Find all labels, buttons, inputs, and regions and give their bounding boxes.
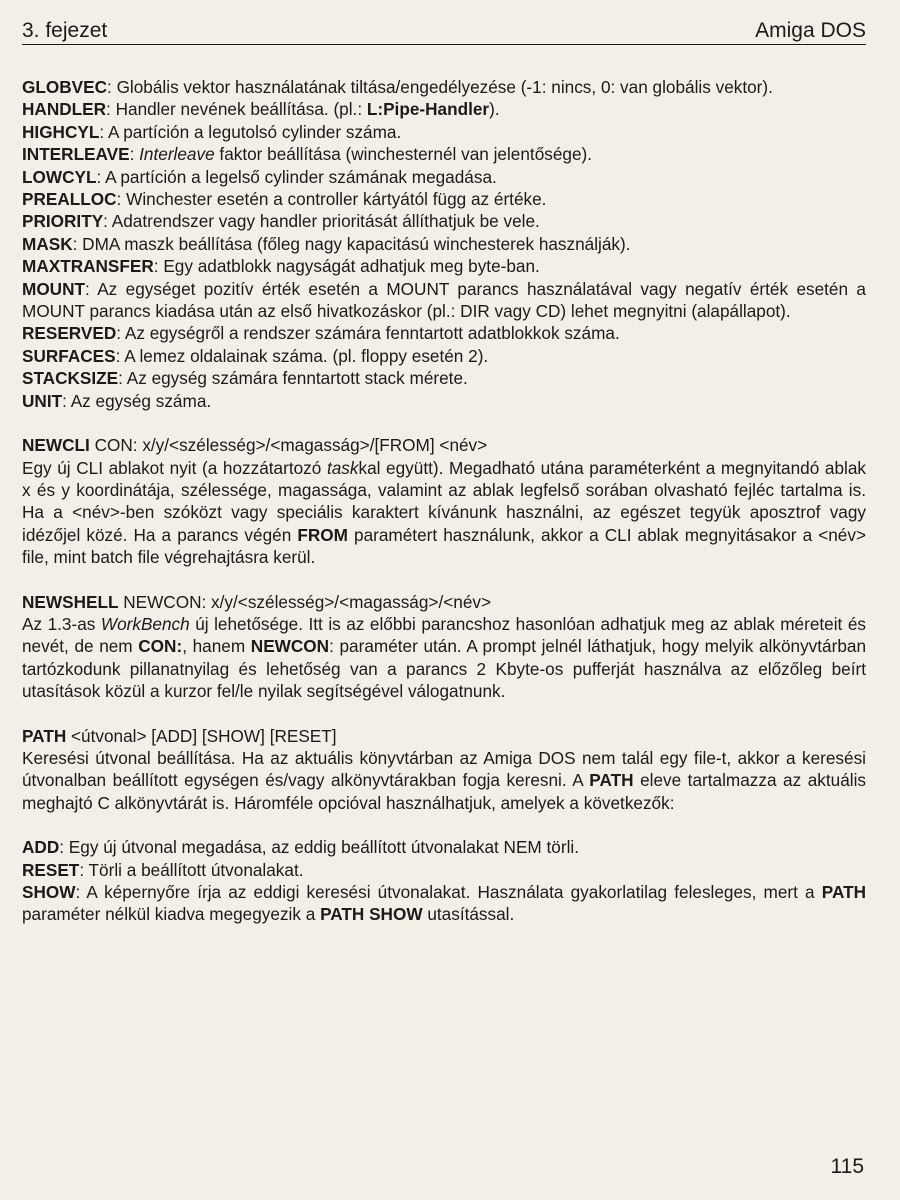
- path-syntax: PATH <útvonal> [ADD] [SHOW] [RESET]: [22, 725, 337, 746]
- chapter-label: 3. fejezet: [22, 19, 108, 42]
- page-body: [22, 76, 866, 926]
- param-entry-priority: PRIORITY: Adatrendszer vagy handler prioritását állíthatjuk be vele.: [22, 211, 540, 232]
- running-head: [22, 18, 866, 45]
- newcli-syntax: NEWCLI CON: x/y/<szélesség>/<magasság>/[FROM] <név>: [22, 435, 488, 456]
- path-option-add: ADD: Egy új útvonal megadása, az eddig beállított útvonalakat NEM törli.: [22, 837, 579, 858]
- param-entry-surfaces: SURFACES: A lemez oldalainak száma. (pl. floppy esetén 2).: [22, 345, 489, 366]
- param-entry-stacksize: STACKSIZE: Az egység számára fenntartott stack mérete.: [22, 368, 468, 389]
- param-entry-lowcyl: LOWCYL: A partíción a legelső cylinder számának megadása.: [22, 166, 497, 187]
- param-entry-interleave: INTERLEAVE: Interleave faktor beállítása (winchesternél van jelentősége).: [22, 144, 593, 165]
- param-entry-mount: MOUNT: Az egységet pozitív érték esetén a MOUNT parancs használatával vagy negatív érték esetén a MOUNT parancs kiadása után az első hivatkozáskor (pl.: DIR vagy CD) lehet megnyitni (alapállapot).: [22, 278, 866, 322]
- path-option-show: SHOW: A képernyőre írja az eddigi keresési útvonalakat. Használata gyakorlatilag felesleges, mert a PATH paraméter nélkül kiadva megegyezik a PATH SHOW utasítással.: [22, 882, 866, 925]
- path-description: Keresési útvonal beállítása. Ha az aktuális könyvtárban az Amiga DOS nem talál egy file-t, akkor a keresési útvonalban beállított egységen és/vagy alkönyvtárakban fogja keresni. A PATH eleve tartalmazza az aktuális meghajtó C alkönyvtárát is. Háromféle opcióval használhatjuk, amelyek a következők:: [22, 747, 867, 813]
- page-number: 115: [830, 1155, 864, 1178]
- newshell-description: Az 1.3-as WorkBench új lehetősége. Itt is az előbbi parancshoz hasonlóan adhatjuk meg az ablak méreteit és nevét, de nem CON:, hanem NEWCON: paraméter után. A prompt jelnél láthatjuk, hogy melyik alkönyvtárban tartózkodunk pillanatnyilag és lehetőség van a parancs 2 Kbyte-os pufferját használva az előzőleg beírt utasítások közül a kurzor fel/le nyilak segítségével válogatnunk.: [22, 613, 867, 702]
- param-entry-mask: MASK: DMA maszk beállítása (főleg nagy kapacitású winchesterek használják).: [22, 233, 631, 254]
- book-title: Amiga DOS: [755, 19, 866, 42]
- param-entry-globvec: GLOBVEC: Globális vektor használatának tiltása/engedélyezése (-1: nincs, 0: van globális vektor).: [22, 77, 773, 97]
- newshell-syntax: NEWSHELL NEWCON: x/y/<szélesség>/<magasság>/<név>: [22, 591, 492, 612]
- param-entry-highcyl: HIGHCYL: A partíción a legutolsó cylinder száma.: [22, 121, 402, 142]
- param-entry-maxtransfer: MAXTRANSFER: Egy adatblokk nagyságát adhatjuk meg byte-ban.: [22, 256, 540, 277]
- param-entry-reserved: RESERVED: Az egységről a rendszer számára fenntartott adatblokkok száma.: [22, 323, 620, 344]
- param-entry-prealloc: PREALLOC: Winchester esetén a controller kártyától függ az értéke.: [22, 189, 547, 210]
- path-option-reset: RESET: Törli a beállított útvonalakat.: [22, 859, 304, 880]
- param-entry-unit: UNIT: Az egység száma.: [22, 390, 212, 411]
- newcli-description: Egy új CLI ablakot nyit (a hozzátartozó taskkal együtt). Megadható utána paraméterként a megnyitandó ablak x és y koordinátája, szélessége, magassága, valamint az ablak legfelső sorában olvasható fejléc tartalma is. Ha a <név>-ben szóközt vagy speciális karaktert kívánunk használni, az egészet tegyük aposztrof vagy idézőjel közé. Ha a parancs végén FROM paramétert használunk, akkor a CLI ablak megnyitásakor a <név> file, mint batch file végrehajtásra kerül.: [22, 457, 866, 568]
- param-entry-handler: HANDLER: Handler nevének beállítása. (pl.: L:Pipe-Handler).: [22, 99, 500, 120]
